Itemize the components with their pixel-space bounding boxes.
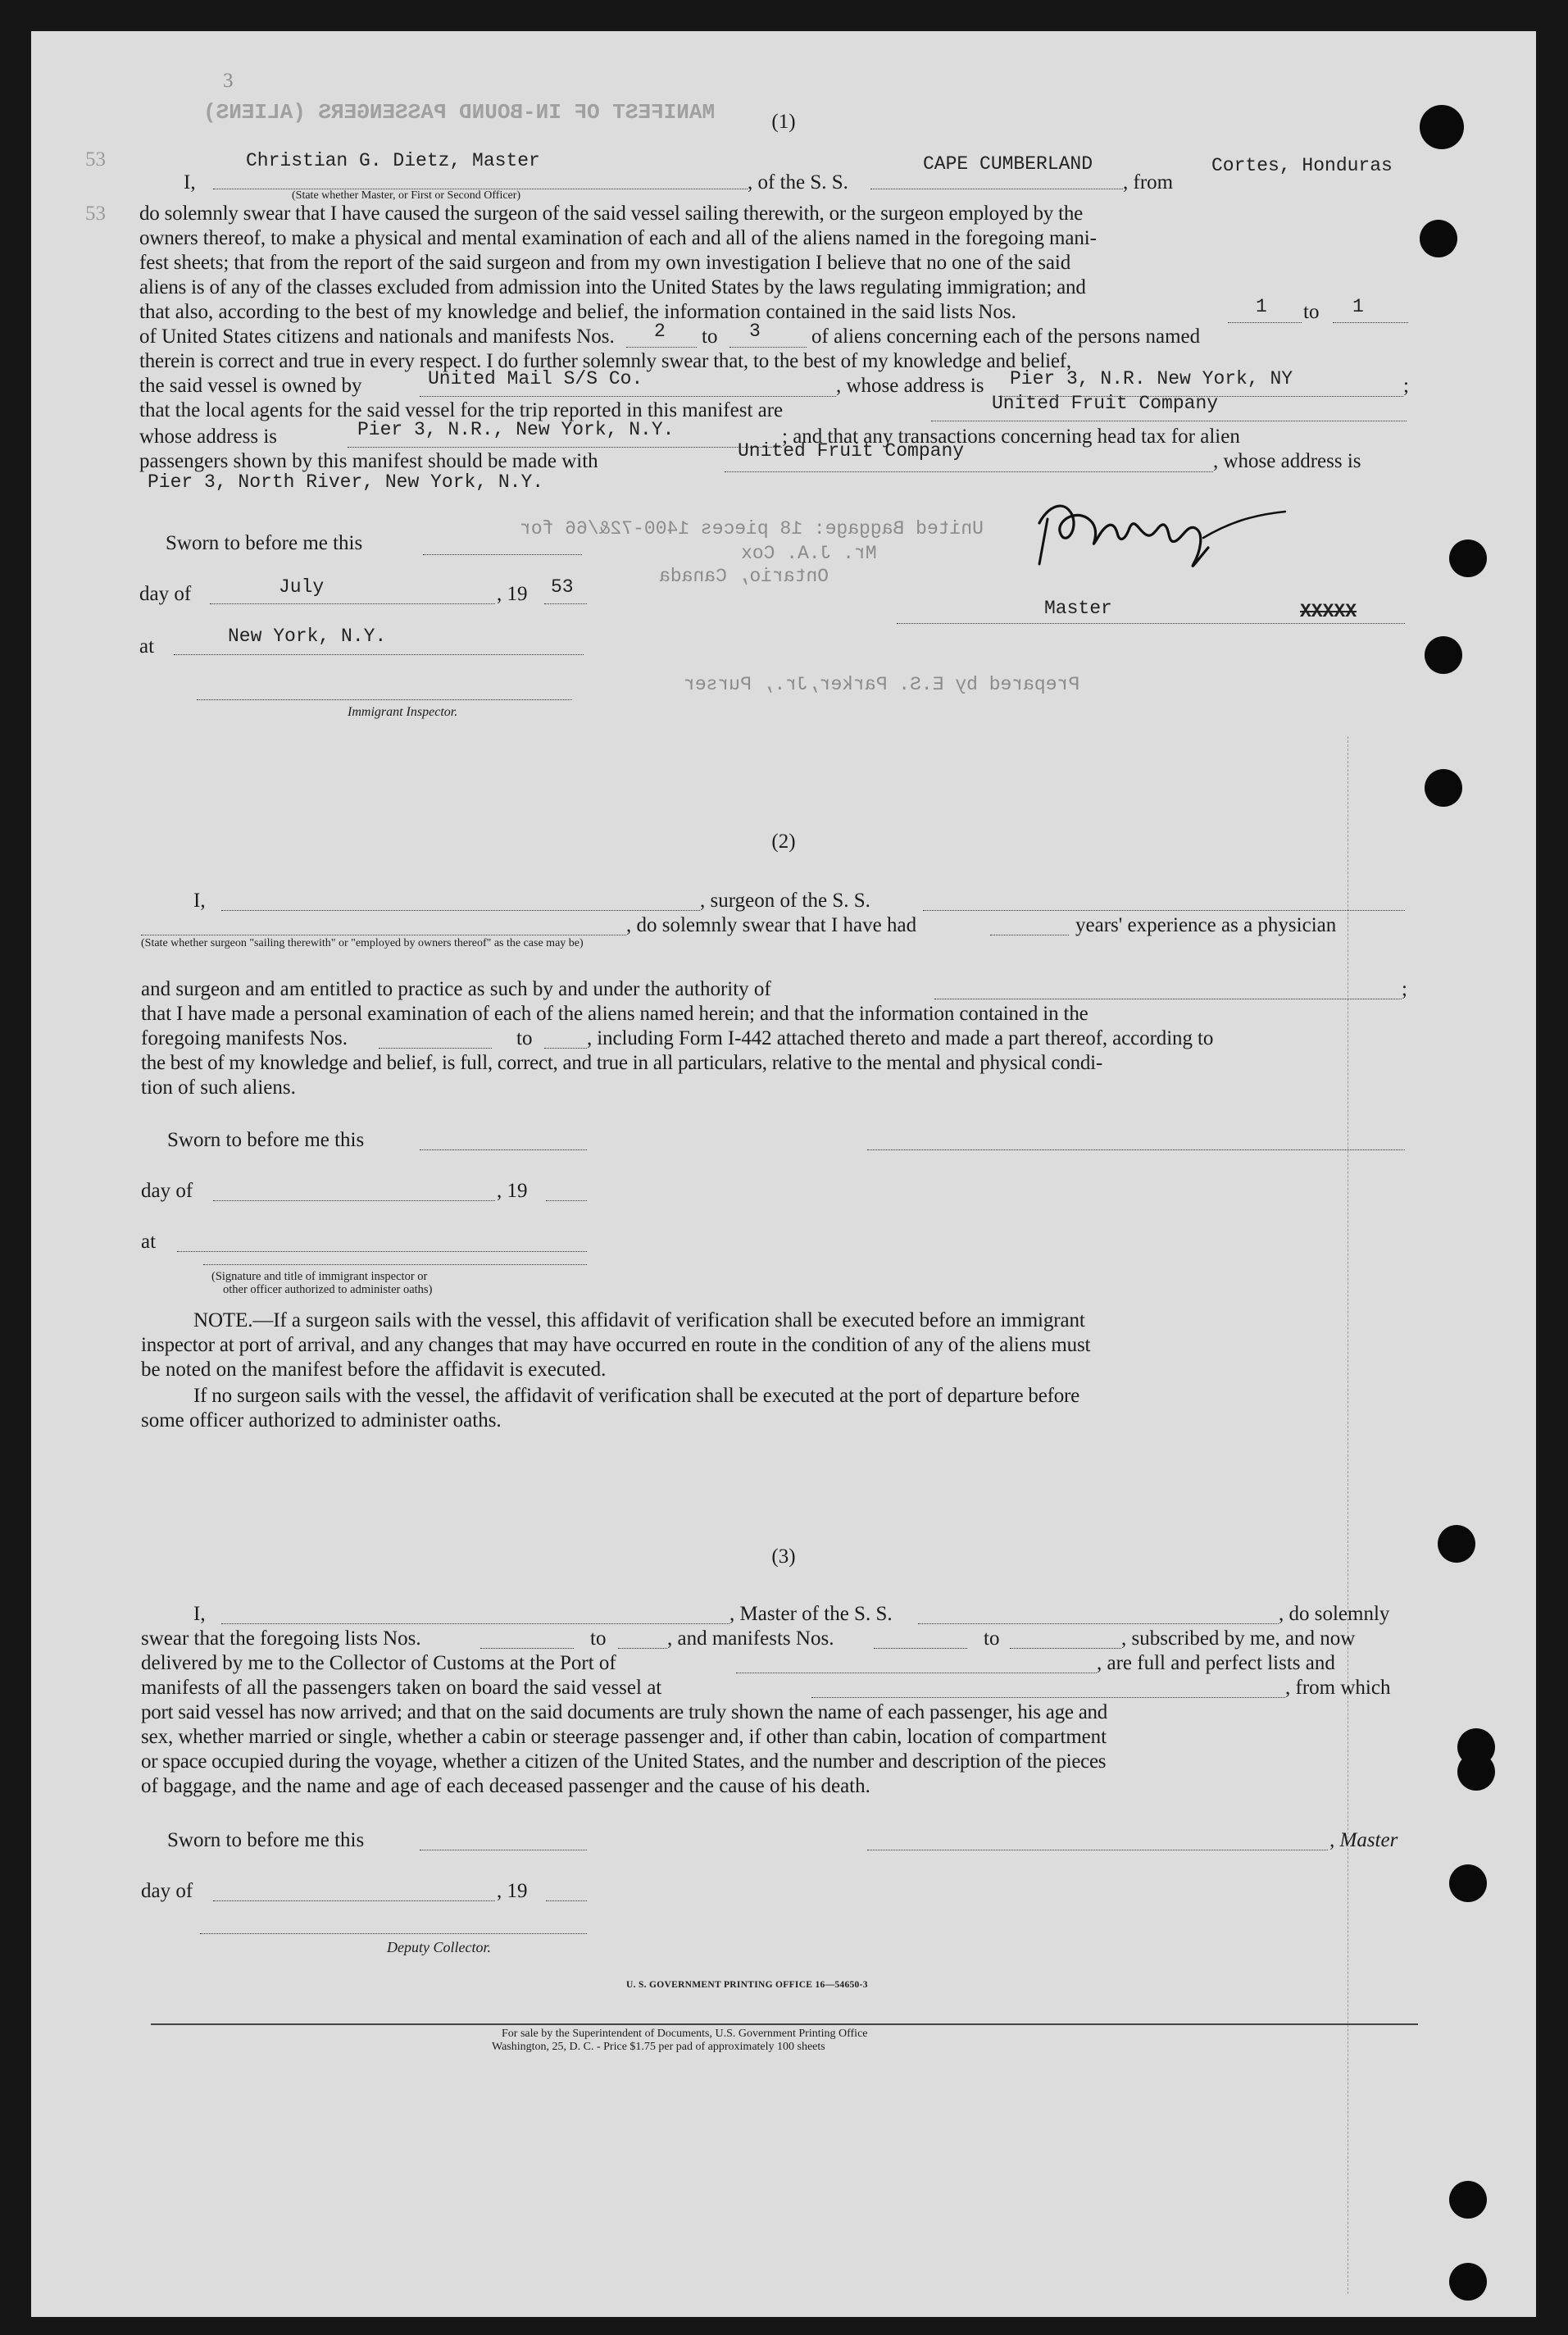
oath-2-line-2b: years' experience as a physician — [1075, 914, 1337, 936]
oath-1-line-6a: of United States citizens and nationals and manifests Nos. — [139, 325, 615, 348]
master-signature — [1015, 474, 1293, 580]
to-label: to — [590, 1627, 607, 1650]
struck-text: XXXXX — [1300, 601, 1357, 622]
agents-address-line — [348, 447, 782, 448]
head-tax-address-value: Pier 3, North River, New York, N.Y. — [148, 471, 544, 493]
punch-hole — [1449, 2181, 1487, 2219]
note-line-5: some officer authorized to administer oaths. — [141, 1409, 502, 1431]
day-of-label: day of — [139, 583, 192, 605]
footer-rule — [151, 2023, 1418, 2025]
margin-number: 53 — [85, 148, 106, 171]
bleed-through-remark: Mr. J.A. Cox — [741, 543, 877, 564]
owner-value: United Mail S/S Co. — [428, 368, 643, 389]
manifests-from-line — [626, 347, 697, 348]
sale-notice-line-1: For sale by the Superintendent of Documents, U.S. Government Printing Office — [502, 2028, 868, 2040]
manifest-sheet — [31, 31, 1536, 2317]
to-label: to — [702, 325, 718, 348]
oath-2-line-6: the best of my knowledge and belief, is full, correct, and true in all particulars, relative to the mental and physical condi- — [141, 1052, 1102, 1074]
year-value: 53 — [551, 576, 574, 598]
note-text: —If a surgeon sails with the vessel, this affidavit of verification shall be executed before an immigrant — [252, 1309, 1085, 1331]
sworn-label: Sworn to before me this — [166, 532, 363, 554]
oath-3-line-1a: , Master of the S. S. — [729, 1603, 893, 1625]
year-prefix: , 19 — [497, 1180, 528, 1202]
corner-number: 3 — [223, 70, 234, 92]
owner-line — [420, 396, 836, 397]
signature-line — [203, 1264, 587, 1265]
month-line — [210, 603, 495, 604]
master-name-value: Christian G. Dietz, Master — [246, 150, 540, 171]
section-3-heading: (3) — [771, 1545, 796, 1568]
manifests-to-line — [1010, 1648, 1121, 1649]
signature-caption: (Signature and title of immigrant inspector or — [211, 1270, 428, 1283]
oath-i-label: I, — [184, 171, 196, 193]
vessel-name-value: CAPE CUMBERLAND — [923, 153, 1093, 175]
section-2-heading: (2) — [771, 831, 796, 853]
bleed-through-remark: Prepared by E.S. Parker,Jr., Purser — [684, 674, 1080, 695]
oath-2-line-5a: foregoing manifests Nos. — [141, 1027, 348, 1049]
punch-hole — [1420, 220, 1457, 257]
surgeon-of-label: , surgeon of the S. S. — [700, 890, 870, 912]
lists-from-value: 1 — [1256, 296, 1267, 317]
vessel-line — [918, 1623, 1279, 1624]
oath-2-line-4: that I have made a personal examination of each of the aliens named herein; and that the information contained in the — [141, 1003, 1089, 1025]
to-label: to — [1303, 301, 1320, 323]
at-label: at — [139, 635, 155, 658]
surgeon-vessel-line — [923, 910, 1405, 911]
oath-1-line-3: fest sheets; that from the report of the said surgeon and from my own investigation I believe that no one of the said — [139, 252, 1071, 274]
oath-2-line-2a: , do solemnly swear that I have had — [626, 914, 917, 936]
oath-2-line-7: tion of such aliens. — [141, 1076, 296, 1099]
inspector-caption: Immigrant Inspector. — [348, 705, 458, 719]
manifests-from-value: 2 — [654, 321, 666, 342]
owner-address-value: Pier 3, N.R. New York, NY — [1010, 368, 1293, 389]
oath-1-line-6b: of aliens concerning each of the persons named — [811, 325, 1201, 348]
oath-1-line-2: owners thereof, to make a physical and mental examination of each and all of the aliens named in the foregoing mani- — [139, 227, 1097, 249]
punch-hole — [1449, 1864, 1487, 1902]
note-line-2: inspector at port of arrival, and any changes that may have occurred en route in the condition of any of the aliens must — [141, 1334, 1091, 1356]
inspector-signature-line — [197, 699, 572, 700]
sale-notice-line-2: Washington, 25, D. C. - Price $1.75 per pad of approximately 100 sheets — [492, 2041, 825, 2053]
oath-1-line-5: that also, according to the best of my knowledge and belief, the information contained in the said lists Nos. — [139, 301, 1016, 323]
sworn-label: Sworn to before me this — [167, 1129, 365, 1151]
oath-3-line-2a: swear that the foregoing lists Nos. — [141, 1627, 421, 1650]
manifests-to-value: 3 — [749, 321, 761, 342]
role-caption: (State whether Master, or First or Second Officer) — [292, 189, 521, 202]
year-prefix: , 19 — [497, 1880, 528, 1902]
oath-1-line-10a: whose address is — [139, 426, 278, 448]
oath-3-i-label: I, — [193, 1603, 206, 1625]
manifests-from-line — [874, 1648, 967, 1649]
oath-3-line-3a: delivered by me to the Collector of Customs at the Port of — [141, 1652, 616, 1674]
place-value: New York, N.Y. — [228, 626, 387, 647]
punch-hole — [1449, 2263, 1487, 2301]
oath-3-line-8: of baggage, and the name and age of each deceased passenger and the cause of his death. — [141, 1775, 870, 1797]
surgeon-caption: (State whether surgeon "sailing therewith" or "employed by owners thereof" as the case may be) — [141, 937, 584, 949]
day-of-label: day of — [141, 1180, 193, 1202]
oath-3-line-2b: , and manifests Nos. — [667, 1627, 834, 1650]
section-1-heading: (1) — [771, 111, 796, 133]
sworn-date-line — [423, 554, 582, 555]
oath-3-line-7: or space occupied during the voyage, whether a citizen of the United States, and the number and description of the pieces — [141, 1750, 1107, 1773]
oath-1-line-8a: the said vessel is owned by — [139, 375, 362, 397]
embark-port-line — [811, 1697, 1285, 1698]
oath-3-line-1b: , do solemnly — [1279, 1603, 1390, 1625]
oath-1-line-11a: passengers shown by this manifest should be made with — [139, 450, 598, 472]
head-tax-party-value: United Fruit Company — [738, 440, 965, 462]
master-name-line — [221, 1623, 729, 1624]
manifests-from-line — [379, 1048, 492, 1049]
year-line — [544, 603, 587, 604]
oath-3-line-2c: , subscribed by me, and now — [1121, 1627, 1356, 1650]
oath-2-line-3: and surgeon and am entitled to practice as such by and under the authority of — [141, 978, 771, 1000]
deputy-signature-line — [200, 1933, 587, 1934]
master-signature-line — [897, 623, 1405, 624]
lists-to-value: 1 — [1352, 296, 1364, 317]
signature-title: Master — [1044, 598, 1112, 619]
manifests-to-line — [544, 1048, 587, 1049]
oath-1-line-8c: ; — [1403, 375, 1409, 397]
head-tax-party-line — [725, 471, 1213, 472]
deputy-caption: Deputy Collector. — [387, 1939, 491, 1955]
punch-hole — [1425, 636, 1462, 674]
lists-to-line — [1333, 322, 1408, 323]
oath-1-line-7: therein is correct and true in every respect. I do further solemnly swear that, to the best of my knowledge and belief, — [139, 350, 1071, 372]
lists-from-line — [1228, 322, 1302, 323]
sworn-label: Sworn to before me this — [167, 1829, 365, 1851]
year-line — [546, 1900, 587, 1901]
oath-1-line-10b: ; and that any transactions concerning head tax for alien — [782, 426, 1240, 448]
oath-2-line-3-end: ; — [1402, 978, 1407, 1000]
month-line — [213, 1900, 495, 1901]
year-line — [546, 1200, 587, 1201]
place-line — [174, 654, 584, 655]
surgeon-name-line — [221, 910, 700, 911]
oath-1-line-9: that the local agents for the said vessel for the trip reported in this manifest are — [139, 399, 784, 421]
oath-3-line-3b: , are full and perfect lists and — [1097, 1652, 1335, 1674]
oath-2-i-label: I, — [193, 890, 206, 912]
master-label: , Master — [1329, 1829, 1398, 1851]
place-line — [177, 1251, 587, 1252]
from-label: , from — [1123, 171, 1174, 193]
to-label: to — [516, 1027, 533, 1049]
from-port-value: Cortes, Honduras — [1211, 155, 1393, 176]
oath-3-line-6: sex, whether married or single, whether a cabin or steerage passenger and, if other than cabin, location of compartment — [141, 1726, 1107, 1748]
note-label: NOTE. — [193, 1309, 253, 1331]
of-the-ss-label: , of the S. S. — [748, 171, 848, 193]
punch-hole — [1449, 539, 1487, 577]
bleed-through-remark: Ontario, Canada — [659, 566, 829, 587]
oath-1-line-1: do solemnly swear that I have caused the surgeon of the said vessel sailing therewith, or the surgeon employed by the — [139, 203, 1084, 225]
bleed-through-heading: MANIFEST OF IN-BOUND PASSENGERS (ALIENS) — [203, 100, 716, 125]
oath-3-line-4b: , from which — [1285, 1677, 1391, 1699]
note-line-1 — [193, 1309, 1085, 1333]
note-line-4: If no surgeon sails with the vessel, the affidavit of verification shall be executed at the port of departure before — [193, 1385, 1080, 1407]
oath-3-line-4a: manifests of all the passengers taken on board the said vessel at — [141, 1677, 662, 1699]
note-line-3: be noted on the manifest before the affidavit is executed. — [141, 1359, 607, 1381]
lists-to-line — [618, 1648, 667, 1649]
year-prefix: , 19 — [497, 583, 528, 605]
oath-1-line-4: aliens is of any of the classes excluded from admission into the United States by the laws regulating immigration; and — [139, 276, 1086, 298]
agents-value: United Fruit Company — [992, 393, 1219, 414]
margin-number: 53 — [85, 203, 106, 225]
at-label: at — [141, 1231, 157, 1253]
gpo-imprint: U. S. GOVERNMENT PRINTING OFFICE 16—54650-3 — [626, 1980, 868, 1990]
oath-1-line-8b: , whose address is — [836, 375, 984, 397]
sworn-date-line — [420, 1149, 587, 1150]
to-label: to — [984, 1627, 1000, 1650]
lists-from-line — [480, 1648, 574, 1649]
agents-address-value: Pier 3, N.R., New York, N.Y. — [357, 419, 675, 440]
oath-2-line-5b: , including Form I-442 attached thereto and made a part thereof, according to — [587, 1027, 1214, 1049]
bleed-through-remark: United Baggage: 18 pieces 1400-72&/66 for — [520, 518, 984, 539]
oath-1-line-11b: , whose address is — [1213, 450, 1361, 472]
day-of-label: day of — [141, 1880, 193, 1902]
month-value: July — [279, 576, 325, 598]
month-line — [213, 1200, 495, 1201]
officer-signature-line — [867, 1149, 1405, 1150]
oath-3-line-5: port said vessel has now arrived; and that on the said documents are truly shown the name of each passenger, his age and — [141, 1701, 1108, 1723]
manifests-to-line — [729, 347, 807, 348]
punch-hole — [1425, 769, 1462, 807]
punch-hole — [1457, 1753, 1495, 1791]
signature-caption: other officer authorized to administer oaths) — [223, 1283, 433, 1296]
